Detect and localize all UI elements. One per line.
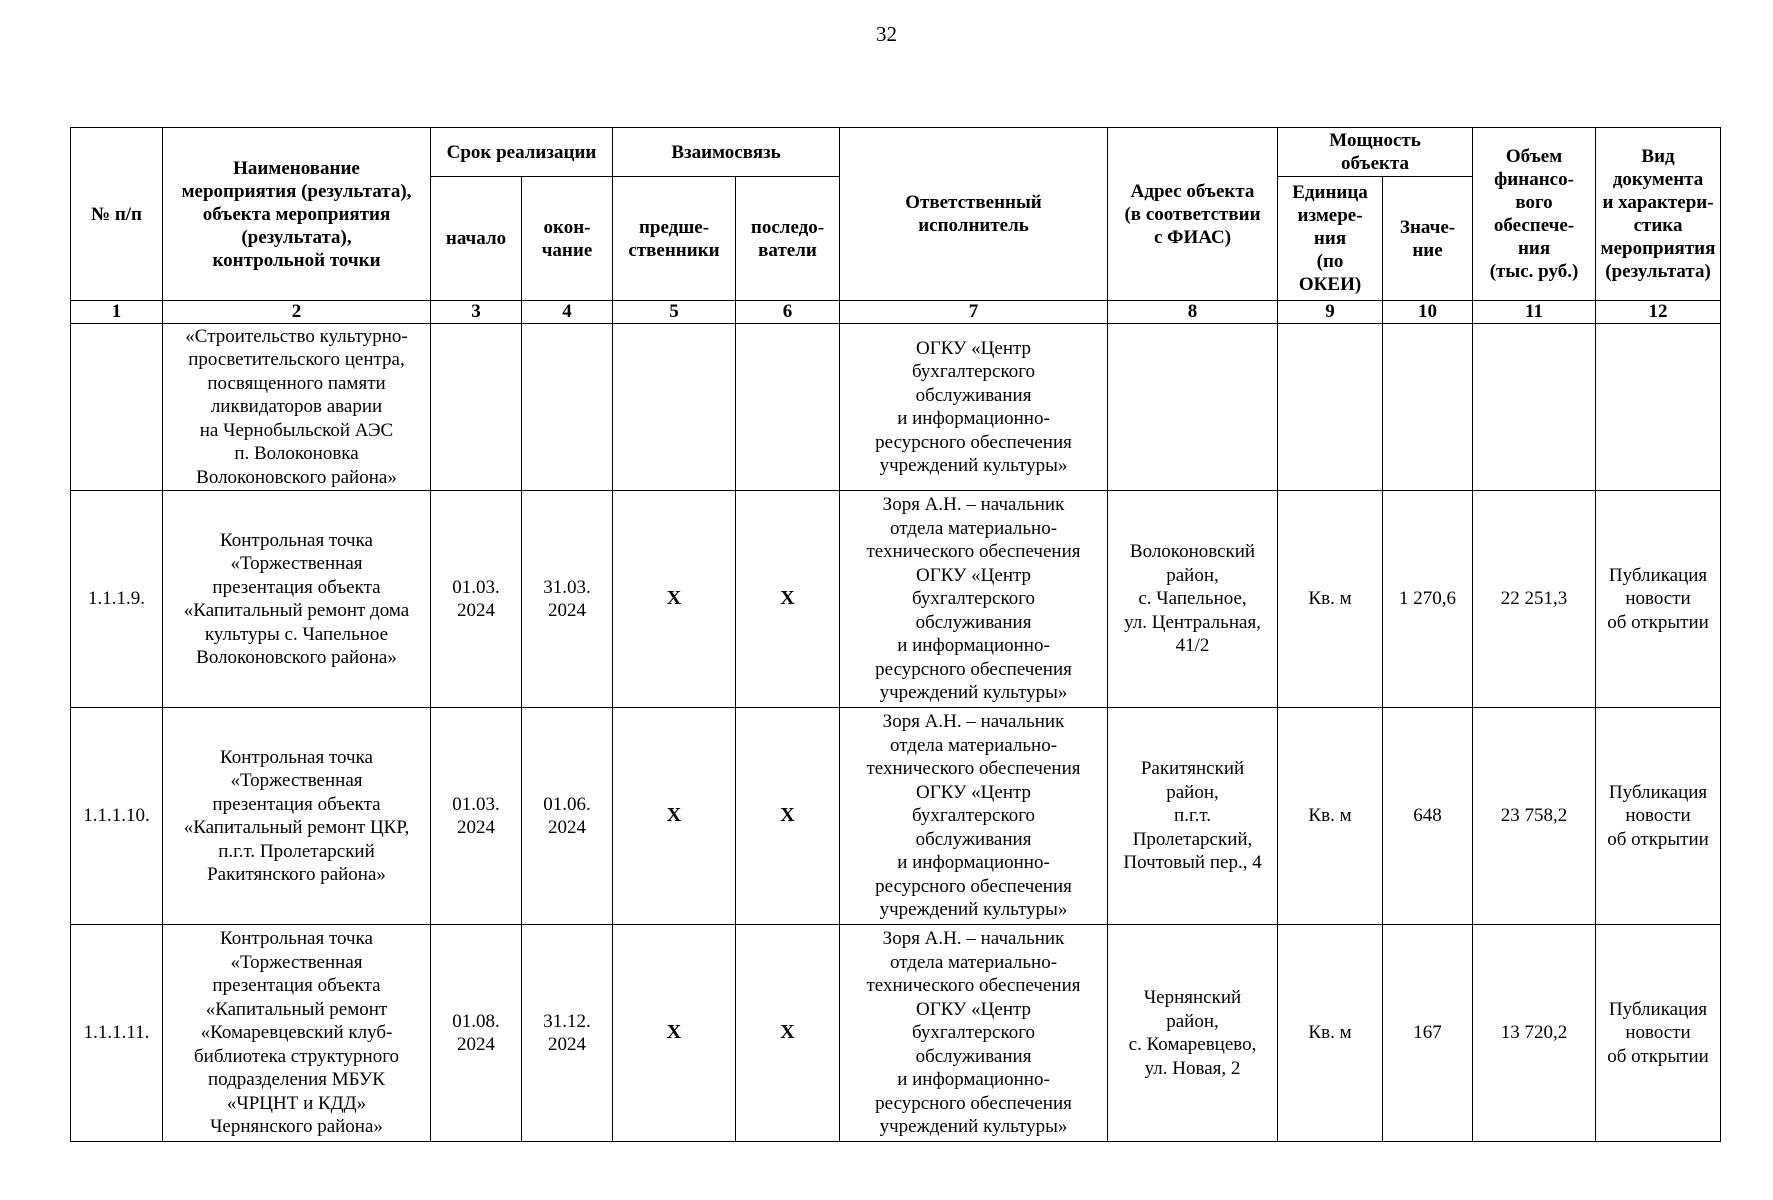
table-row xyxy=(71,708,1721,925)
column-number: 2 xyxy=(163,301,431,324)
row-unit: Кв. м xyxy=(1278,708,1383,925)
header-link-next: последо- ватели xyxy=(736,177,840,301)
row-finance: 23 758,2 xyxy=(1473,708,1596,925)
row-name: «Строительство культурно- просветительского центра, посвященного памяти ликвидаторов аварии на Чернобыльской АЭС п. Волоконовка Волоконовского района» xyxy=(163,324,431,491)
row-address: Волоконовский район, с. Чапельное, ул. Центральная, 41/2 xyxy=(1108,491,1278,708)
column-number: 8 xyxy=(1108,301,1278,324)
row-prev: X xyxy=(613,925,736,1142)
column-number: 12 xyxy=(1596,301,1721,324)
table-row xyxy=(71,925,1721,1142)
column-number: 11 xyxy=(1473,301,1596,324)
header-num: № п/п xyxy=(71,128,163,301)
row-start: 01.03. 2024 xyxy=(431,491,522,708)
column-number: 4 xyxy=(522,301,613,324)
row-next: X xyxy=(736,925,840,1142)
row-doc xyxy=(1596,324,1721,491)
row-value: 167 xyxy=(1383,925,1473,1142)
row-finance: 13 720,2 xyxy=(1473,925,1596,1142)
column-number: 10 xyxy=(1383,301,1473,324)
header-term: Срок реализации xyxy=(431,128,613,177)
row-end: 01.06. 2024 xyxy=(522,708,613,925)
row-num xyxy=(71,324,163,491)
row-start: 01.08. 2024 xyxy=(431,925,522,1142)
row-executor: Зоря А.Н. – начальник отдела материально- технического обеспечения ОГКУ «Центр бухгалтерского обслуживания и информационно- ресурсного обеспечения учреждений культуры» xyxy=(840,491,1108,708)
column-number-row xyxy=(71,301,1721,324)
row-address: Ракитянский район, п.г.т. Пролетарский, Почтовый пер., 4 xyxy=(1108,708,1278,925)
header-finance: Объем финансо- вого обеспече- ния (тыс. руб.) xyxy=(1473,128,1596,301)
column-number: 9 xyxy=(1278,301,1383,324)
row-num: 1.1.1.10. xyxy=(71,708,163,925)
header-term-end: окон- чание xyxy=(522,177,613,301)
header-value: Значе- ние xyxy=(1383,177,1473,301)
row-next xyxy=(736,324,840,491)
row-prev xyxy=(613,324,736,491)
row-value xyxy=(1383,324,1473,491)
row-end: 31.12. 2024 xyxy=(522,925,613,1142)
header-name: Наименование мероприятия (результата), объекта мероприятия (результата), контрольной точки xyxy=(163,128,431,301)
row-name: Контрольная точка «Торжественная презентация объекта «Капитальный ремонт ЦКР, п.г.т. Пролетарский Ракитянского района» xyxy=(163,708,431,925)
column-number: 5 xyxy=(613,301,736,324)
row-unit: Кв. м xyxy=(1278,491,1383,708)
row-next: X xyxy=(736,491,840,708)
row-num: 1.1.1.11. xyxy=(71,925,163,1142)
row-finance: 22 251,3 xyxy=(1473,491,1596,708)
row-address: Чернянский район, с. Комаревцево, ул. Новая, 2 xyxy=(1108,925,1278,1142)
row-end xyxy=(522,324,613,491)
row-executor: Зоря А.Н. – начальник отдела материально- технического обеспечения ОГКУ «Центр бухгалтерского обслуживания и информационно- ресурсного обеспечения учреждений культуры» xyxy=(840,925,1108,1142)
row-prev: X xyxy=(613,491,736,708)
row-prev: X xyxy=(613,708,736,925)
header-address: Адрес объекта (в соответствии с ФИАС) xyxy=(1108,128,1278,301)
row-executor: Зоря А.Н. – начальник отдела материально- технического обеспечения ОГКУ «Центр бухгалтерского обслуживания и информационно- ресурсного обеспечения учреждений культуры» xyxy=(840,708,1108,925)
header-capacity: Мощность объекта xyxy=(1278,128,1473,177)
row-unit xyxy=(1278,324,1383,491)
row-doc: Публикация новости об открытии xyxy=(1596,491,1721,708)
header-link: Взаимосвязь xyxy=(613,128,840,177)
header-term-start: начало xyxy=(431,177,522,301)
row-name: Контрольная точка «Торжественная презентация объекта «Капитальный ремонт «Комаревцевский клуб- библиотека структурного подразделения МБУК «ЧРЦНТ и КДД» Чернянского района» xyxy=(163,925,431,1142)
row-num: 1.1.1.9. xyxy=(71,491,163,708)
header-unit: Единица измере- ния (по ОКЕИ) xyxy=(1278,177,1383,301)
column-number: 3 xyxy=(431,301,522,324)
row-finance xyxy=(1473,324,1596,491)
table-header xyxy=(71,128,1721,324)
column-number: 1 xyxy=(71,301,163,324)
table-row xyxy=(71,324,1721,491)
row-unit: Кв. м xyxy=(1278,925,1383,1142)
header-link-prev: предше- ственники xyxy=(613,177,736,301)
row-start xyxy=(431,324,522,491)
row-value: 648 xyxy=(1383,708,1473,925)
row-address xyxy=(1108,324,1278,491)
table-body xyxy=(71,324,1721,1142)
row-doc: Публикация новости об открытии xyxy=(1596,708,1721,925)
plan-table xyxy=(70,127,1721,1142)
row-end: 31.03. 2024 xyxy=(522,491,613,708)
header-executor: Ответственный исполнитель xyxy=(840,128,1108,301)
row-next: X xyxy=(736,708,840,925)
row-executor: ОГКУ «Центр бухгалтерского обслуживания и информационно- ресурсного обеспечения учреждений культуры» xyxy=(840,324,1108,491)
table-row xyxy=(71,491,1721,708)
page-number: 32 xyxy=(876,22,897,46)
header-doc: Вид документа и характери- стика мероприятия (результата) xyxy=(1596,128,1721,301)
column-number: 6 xyxy=(736,301,840,324)
row-start: 01.03. 2024 xyxy=(431,708,522,925)
column-number: 7 xyxy=(840,301,1108,324)
row-name: Контрольная точка «Торжественная презентация объекта «Капитальный ремонт дома культуры с. Чапельное Волоконовского района» xyxy=(163,491,431,708)
row-doc: Публикация новости об открытии xyxy=(1596,925,1721,1142)
row-value: 1 270,6 xyxy=(1383,491,1473,708)
